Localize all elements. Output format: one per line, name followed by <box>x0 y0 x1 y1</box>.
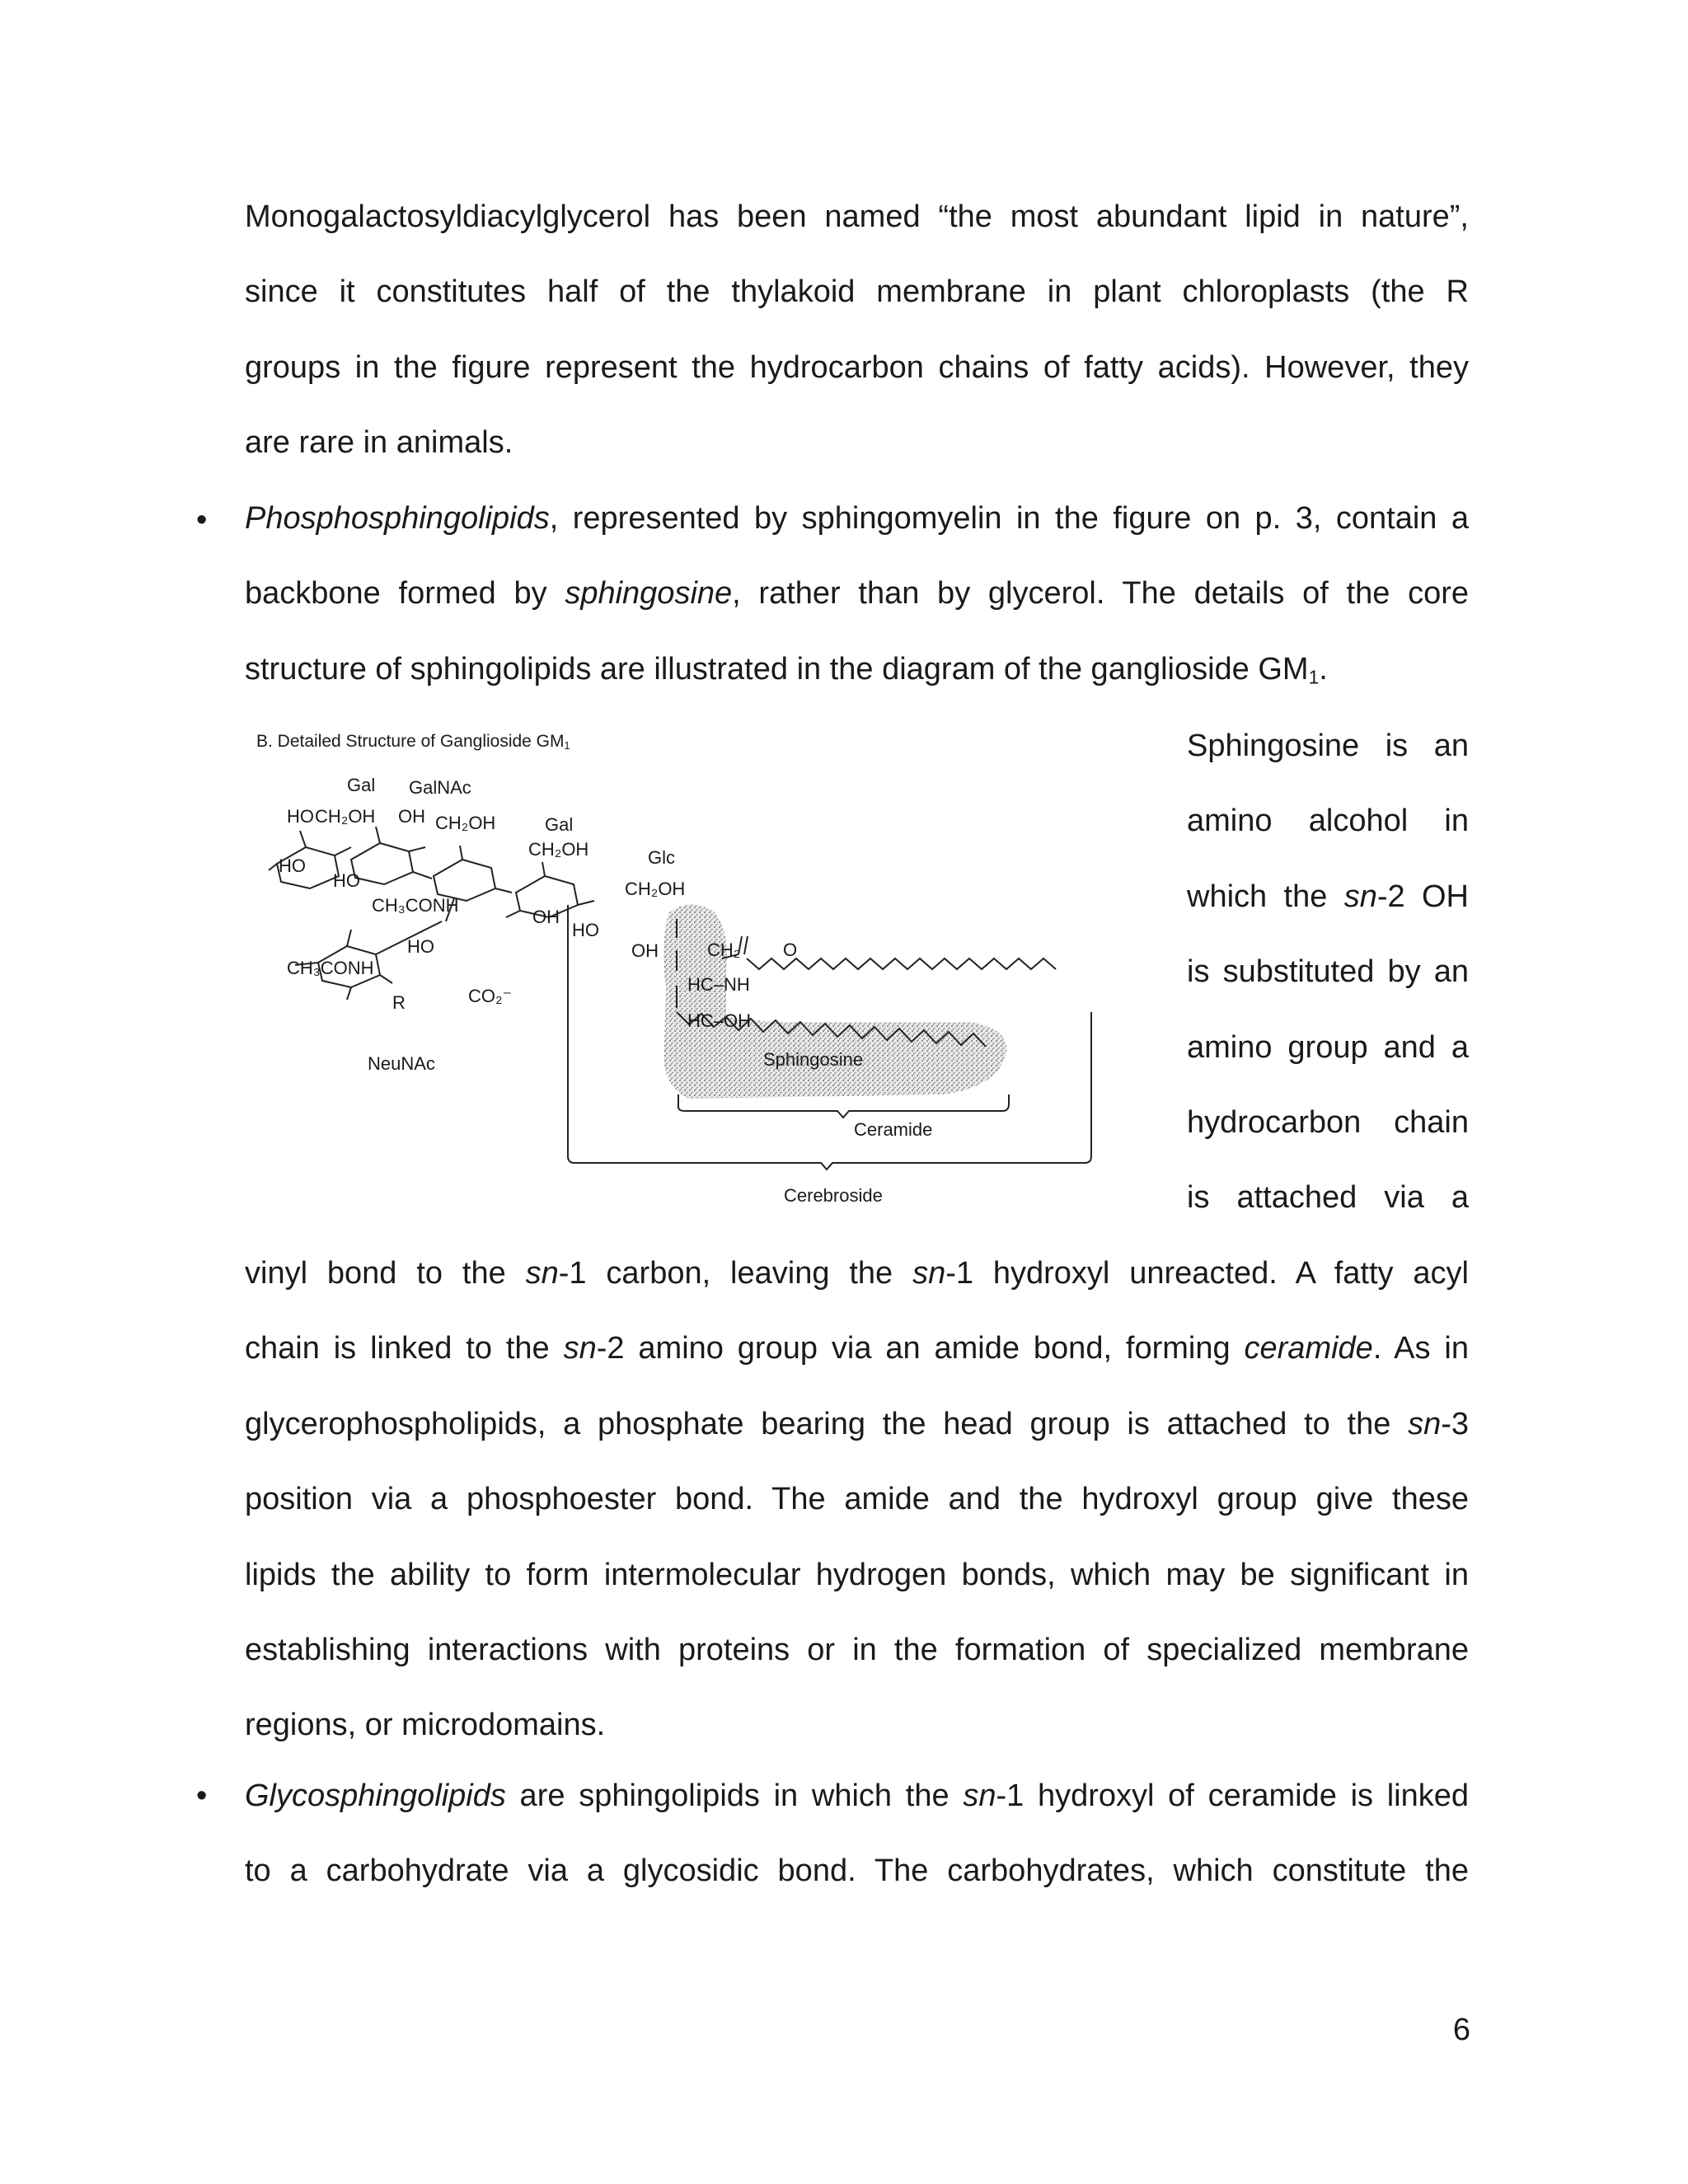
text-line: groups in the figure represent the hydrocarbon chains of fatty acids). However, they <box>245 349 1469 385</box>
text-span: -1 carbon, leaving the <box>558 1256 913 1291</box>
term-sn: sn <box>525 1256 559 1291</box>
text-span: -2 amino group via an amide bond, forming <box>596 1331 1245 1366</box>
subscript: 1 <box>564 740 570 752</box>
text-line: hydrocarbon chain <box>1187 1104 1469 1140</box>
term-sn: sn <box>1343 879 1377 914</box>
chem-ho: HO <box>407 936 434 957</box>
text-line: Sphingosine is an <box>1187 729 1469 763</box>
text-line: establishing interactions with proteins or in the formation of specialized membrane <box>245 1632 1469 1667</box>
paragraph-phosphosphingolipids <box>245 481 1469 707</box>
text-line <box>245 632 1469 707</box>
text-line <box>245 1387 1469 1462</box>
label-sphingosine: Sphingosine <box>763 1049 864 1070</box>
figure-title-text: B. Detailed Structure of Ganglioside GM <box>256 732 565 751</box>
term-sn: sn <box>912 1256 946 1291</box>
chem-ho: HO <box>333 870 360 891</box>
ganglioside-structure-drawing <box>244 724 1167 1218</box>
text-line: position via a phosphoester bond. The amide and the hydroxyl group give these <box>245 1482 1469 1517</box>
bullet-marker: • <box>196 1779 208 1813</box>
text-span: which the <box>1187 879 1344 914</box>
label-glc: Glc <box>648 847 675 868</box>
term-sn: sn <box>963 1779 996 1813</box>
subscript: 1 <box>1308 666 1320 688</box>
chem-hc-nh: HC–NH <box>687 974 750 995</box>
chem-ch2oh: CH₂OH <box>625 879 686 899</box>
text-line <box>1187 860 1469 935</box>
text-line <box>245 556 1469 631</box>
chem-ch3conh: CH₃CONH <box>372 895 459 916</box>
chem-oh: OH <box>631 940 659 961</box>
term-glycosphingolipids: Glycosphingolipids <box>245 1779 506 1813</box>
chem-oh: OH <box>398 806 425 827</box>
text-span: -1 hydroxyl of ceramide is linked <box>996 1779 1470 1813</box>
text-span: backbone formed by <box>245 576 565 612</box>
text-span: , represented by sphingomyelin in the figure on p. 3, contain a <box>549 501 1469 536</box>
text-line: is substituted by an <box>1187 954 1469 990</box>
text-line: are rare in animals. <box>245 425 513 461</box>
text-line: regions, or microdomains. <box>245 1708 606 1743</box>
text-span: glycerophospholipids, a phosphate bearing the head group is attached to the <box>245 1406 1409 1441</box>
text-line <box>245 1311 1469 1386</box>
label-gal: Gal <box>545 814 574 835</box>
text-line <box>245 1236 1469 1311</box>
figure-side-text <box>1187 709 1469 1236</box>
chem-ch2oh: CH₂OH <box>528 839 589 860</box>
chem-ho: HO <box>279 855 306 876</box>
label-galnac: GalNAc <box>409 777 471 798</box>
figure-title <box>256 732 570 752</box>
term-phosphosphingolipids: Phosphosphingolipids <box>245 501 550 536</box>
chem-ch2oh: CH₂OH <box>435 813 496 833</box>
text-line: is attached via a <box>1187 1180 1469 1216</box>
term-sn: sn <box>1408 1406 1442 1441</box>
chem-hc-oh: HC–OH <box>687 1010 752 1031</box>
text-line: since it constitutes half of the thylakoid membrane in plant chloroplasts (the R <box>245 274 1469 310</box>
chem-ho: HO <box>572 920 599 940</box>
page-number: 6 <box>1452 2013 1470 2047</box>
text-span: -1 hydroxyl unreacted. A fatty acyl <box>945 1256 1470 1291</box>
text-span: . <box>1319 651 1328 687</box>
text-span: vinyl bond to the <box>245 1256 526 1291</box>
text-span: are sphingolipids in which the <box>505 1779 964 1813</box>
text-line: lipids the ability to form intermolecular hydrogen bonds, which may be significant in <box>245 1557 1469 1592</box>
chem-ho: HO <box>287 806 314 827</box>
term-sphingosine: sphingosine <box>565 576 733 612</box>
text-line: Monogalactosyldiacylglycerol has been named “the most abundant lipid in nature”, <box>245 199 1469 234</box>
text-span: -3 <box>1441 1406 1469 1441</box>
paragraph-mgdg <box>245 180 1469 481</box>
chem-carbonyl-o: O <box>783 940 798 960</box>
text-line: amino group and a <box>1187 1029 1469 1065</box>
chem-oh: OH <box>532 907 560 927</box>
label-gal: Gal <box>347 775 376 795</box>
term-sn: sn <box>563 1331 597 1366</box>
chem-co2: CO₂⁻ <box>468 986 513 1006</box>
text-span: chain is linked to the <box>245 1331 564 1366</box>
term-ceramide: ceramide <box>1244 1331 1373 1366</box>
text-line <box>245 1759 1469 1834</box>
ganglioside-figure <box>244 724 1167 1218</box>
chem-ch3conh: CH₃CONH <box>287 958 374 978</box>
label-ceramide: Ceramide <box>854 1119 933 1140</box>
text-line: to a carbohydrate via a glycosidic bond. The carbohydrates, which constitute the <box>245 1854 1469 1889</box>
text-span: -2 OH <box>1376 879 1469 914</box>
bullet-marker: • <box>196 503 208 537</box>
chem-ch2oh: CH₂OH <box>315 806 376 827</box>
text-line: amino alcohol in <box>1187 804 1469 839</box>
text-span: , rather than by glycerol. The details of the core <box>732 576 1469 612</box>
text-span: . As in <box>1372 1331 1469 1366</box>
chem-r: R <box>392 992 406 1013</box>
paragraph-sphingosine-detail <box>245 1236 1469 1764</box>
label-cerebroside: Cerebroside <box>784 1185 883 1206</box>
text-line <box>245 481 1469 556</box>
label-neunac: NeuNAc <box>368 1053 435 1074</box>
chem-ch2: CH₂ <box>707 940 741 960</box>
paragraph-glycosphingolipids <box>245 1759 1469 1910</box>
text-span: structure of sphingolipids are illustrated in the diagram of the ganglioside GM <box>245 651 1309 687</box>
